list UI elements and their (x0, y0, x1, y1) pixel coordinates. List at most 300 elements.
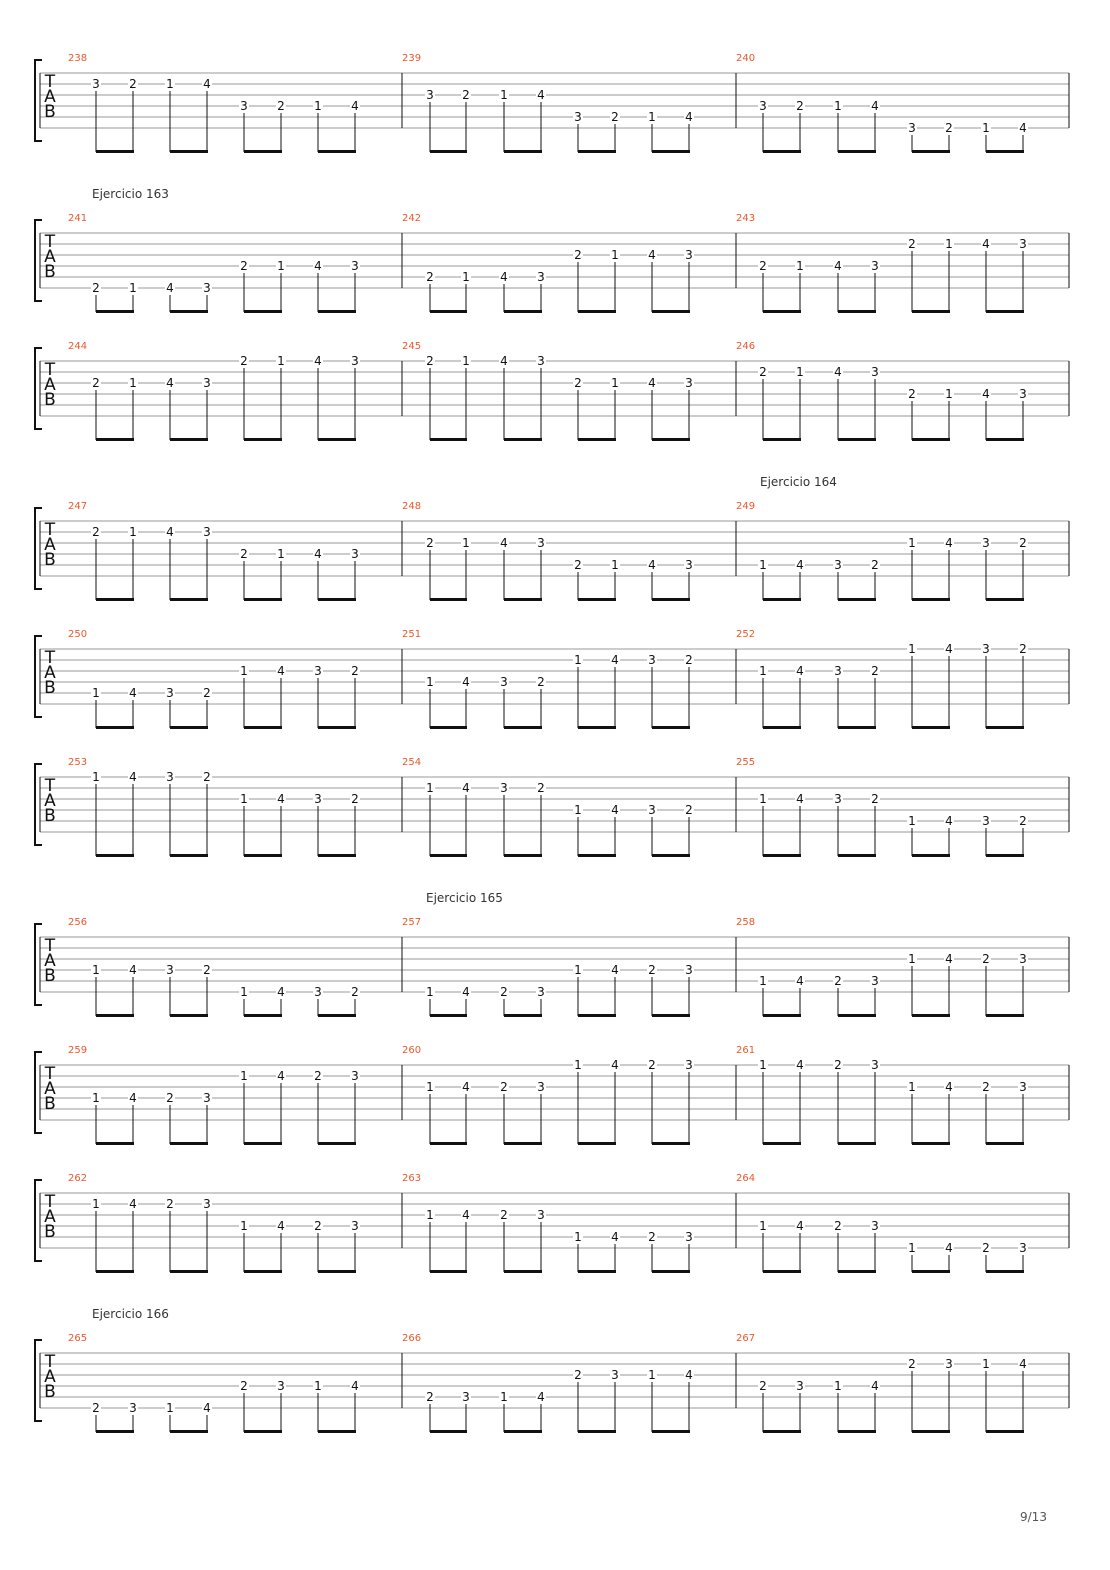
note-beam (986, 1270, 1024, 1273)
note-beam (652, 438, 690, 441)
note-beam (430, 1270, 467, 1273)
tab-clef-letter: B (44, 550, 56, 570)
fret-number: 3 (351, 259, 359, 273)
fret-number: 3 (537, 1080, 545, 1094)
fret-number: 2 (685, 653, 693, 667)
measure-number: 250 (68, 629, 88, 640)
fret-number: 2 (871, 558, 879, 572)
fret-number: 2 (537, 781, 545, 795)
note-beam (578, 438, 616, 441)
measure-number: 255 (736, 757, 756, 768)
tab-clef-letter: B (44, 1382, 56, 1402)
fret-number: 4 (796, 974, 804, 988)
exercise-label: Ejercicio 163 (92, 187, 169, 201)
tab-system (35, 891, 1069, 1017)
tab-clef-letter: T (44, 72, 56, 92)
tab-clef-letter: T (44, 648, 56, 668)
fret-number: 3 (1019, 1241, 1027, 1255)
fret-number: 2 (908, 387, 916, 401)
tab-clef-letter: A (44, 1079, 56, 1099)
fret-number: 2 (500, 1208, 508, 1222)
fret-number: 4 (500, 536, 508, 550)
fret-number: 4 (203, 1401, 211, 1415)
fret-number: 3 (685, 1058, 693, 1072)
fret-number: 2 (574, 376, 582, 390)
fret-number: 2 (129, 77, 137, 91)
note-beam (652, 854, 690, 857)
fret-number: 1 (982, 1357, 990, 1371)
tab-clef-letter: T (44, 360, 56, 380)
fret-number: 1 (834, 99, 842, 113)
tab-clef-letter: B (44, 262, 56, 282)
fret-number: 4 (796, 792, 804, 806)
fret-number: 4 (351, 1379, 359, 1393)
measure-number: 239 (402, 53, 422, 64)
fret-number: 1 (166, 77, 174, 91)
fret-number: 2 (277, 99, 285, 113)
measure-number: 263 (402, 1173, 422, 1184)
fret-number: 2 (537, 675, 545, 689)
note-beam (838, 438, 876, 441)
fret-number: 2 (500, 985, 508, 999)
fret-number: 1 (759, 664, 767, 678)
tab-system (35, 1173, 1069, 1273)
fret-number: 4 (685, 1368, 693, 1382)
note-beam (318, 854, 356, 857)
note-beam (318, 1430, 356, 1433)
fret-number: 4 (871, 1379, 879, 1393)
note-beam (96, 310, 134, 313)
note-beam (763, 1142, 801, 1145)
fret-number: 3 (834, 558, 842, 572)
note-beam (244, 1270, 282, 1273)
note-beam (578, 854, 616, 857)
note-beam (578, 150, 616, 153)
fret-number: 3 (203, 1197, 211, 1211)
fret-number: 2 (92, 1401, 100, 1415)
fret-number: 1 (611, 558, 619, 572)
fret-number: 2 (759, 1379, 767, 1393)
fret-number: 2 (426, 536, 434, 550)
fret-number: 3 (203, 1091, 211, 1105)
note-beam (838, 598, 876, 601)
fret-number: 3 (203, 376, 211, 390)
note-beam (912, 854, 950, 857)
note-beam (763, 1430, 801, 1433)
note-beam (986, 1142, 1024, 1145)
note-beam (912, 310, 950, 313)
fret-number: 3 (462, 1390, 470, 1404)
fret-number: 1 (908, 642, 916, 656)
fret-number: 3 (908, 121, 916, 135)
fret-number: 1 (759, 974, 767, 988)
fret-number: 4 (314, 354, 322, 368)
tab-clef-letter: B (44, 390, 56, 410)
note-beam (318, 598, 356, 601)
fret-number: 1 (92, 963, 100, 977)
note-beam (838, 150, 876, 153)
fret-number: 4 (611, 653, 619, 667)
fret-number: 1 (796, 365, 804, 379)
fret-number: 3 (1019, 387, 1027, 401)
note-beam (430, 1142, 467, 1145)
fret-number: 3 (537, 536, 545, 550)
fret-number: 3 (871, 365, 879, 379)
fret-number: 3 (351, 547, 359, 561)
fret-number: 1 (500, 88, 508, 102)
tab-clef-letter: A (44, 663, 56, 683)
fret-number: 4 (945, 536, 953, 550)
fret-number: 1 (982, 121, 990, 135)
fret-number: 1 (759, 792, 767, 806)
measure-number: 251 (402, 629, 422, 640)
page-number: 9/13 (1020, 1510, 1047, 1524)
fret-number: 3 (426, 88, 434, 102)
note-beam (652, 1142, 690, 1145)
note-beam (838, 726, 876, 729)
fret-number: 4 (314, 259, 322, 273)
note-beam (578, 1430, 616, 1433)
fret-number: 3 (685, 248, 693, 262)
note-beam (912, 1014, 950, 1017)
fret-number: 3 (500, 781, 508, 795)
tab-clef-letter: A (44, 951, 56, 971)
fret-number: 1 (908, 952, 916, 966)
fret-number: 4 (129, 963, 137, 977)
fret-number: 2 (500, 1080, 508, 1094)
note-beam (763, 1014, 801, 1017)
measure-number: 254 (402, 757, 422, 768)
fret-number: 3 (314, 985, 322, 999)
exercise-label: Ejercicio 166 (92, 1307, 169, 1321)
note-beam (986, 1430, 1024, 1433)
fret-number: 2 (203, 963, 211, 977)
fret-number: 1 (908, 536, 916, 550)
fret-number: 1 (945, 237, 953, 251)
fret-number: 4 (1019, 1357, 1027, 1371)
fret-number: 2 (1019, 814, 1027, 828)
note-beam (986, 726, 1024, 729)
note-beam (96, 150, 134, 153)
fret-number: 1 (92, 1091, 100, 1105)
note-beam (318, 1014, 356, 1017)
fret-number: 1 (129, 376, 137, 390)
measure-number: 252 (736, 629, 756, 640)
note-beam (838, 1014, 876, 1017)
fret-number: 1 (796, 259, 804, 273)
fret-number: 2 (240, 1379, 248, 1393)
fret-number: 4 (277, 792, 285, 806)
note-beam (504, 1014, 542, 1017)
tab-clef-letter: A (44, 87, 56, 107)
tab-system (35, 1045, 1069, 1145)
measure-number: 248 (402, 501, 422, 512)
fret-number: 3 (945, 1357, 953, 1371)
note-beam (578, 1014, 616, 1017)
fret-number: 3 (500, 675, 508, 689)
note-beam (912, 438, 950, 441)
note-beam (504, 310, 542, 313)
tab-clef-letter: B (44, 678, 56, 698)
note-beam (430, 1014, 467, 1017)
fret-number: 2 (685, 803, 693, 817)
tab-system (35, 341, 1069, 441)
fret-number: 3 (277, 1379, 285, 1393)
fret-number: 3 (537, 1208, 545, 1222)
fret-number: 1 (462, 270, 470, 284)
fret-number: 3 (796, 1379, 804, 1393)
fret-number: 3 (314, 664, 322, 678)
fret-number: 2 (426, 1390, 434, 1404)
fret-number: 2 (92, 376, 100, 390)
fret-number: 2 (834, 974, 842, 988)
fret-number: 2 (982, 952, 990, 966)
fret-number: 2 (1019, 642, 1027, 656)
fret-number: 1 (500, 1390, 508, 1404)
fret-number: 2 (203, 770, 211, 784)
fret-number: 1 (314, 1379, 322, 1393)
measure-number: 245 (402, 341, 422, 352)
fret-number: 4 (945, 952, 953, 966)
measure-number: 264 (736, 1173, 756, 1184)
fret-number: 3 (166, 963, 174, 977)
fret-number: 3 (982, 814, 990, 828)
note-beam (170, 150, 208, 153)
fret-number: 4 (351, 99, 359, 113)
fret-number: 4 (277, 1069, 285, 1083)
measure-number: 238 (68, 53, 88, 64)
fret-number: 4 (462, 781, 470, 795)
fret-number: 2 (240, 354, 248, 368)
fret-number: 3 (574, 110, 582, 124)
note-beam (170, 438, 208, 441)
note-beam (170, 1014, 208, 1017)
fret-number: 2 (351, 664, 359, 678)
fret-number: 1 (92, 686, 100, 700)
note-beam (838, 310, 876, 313)
measure-number: 240 (736, 53, 756, 64)
fret-number: 3 (685, 558, 693, 572)
fret-number: 3 (1019, 952, 1027, 966)
note-beam (96, 598, 134, 601)
note-beam (504, 1430, 542, 1433)
note-beam (504, 150, 542, 153)
fret-number: 1 (426, 985, 434, 999)
note-beam (912, 598, 950, 601)
note-beam (244, 598, 282, 601)
fret-number: 1 (240, 792, 248, 806)
note-beam (652, 598, 690, 601)
fret-number: 2 (834, 1058, 842, 1072)
fret-number: 4 (166, 376, 174, 390)
note-beam (430, 598, 467, 601)
fret-number: 1 (129, 525, 137, 539)
measure-number: 256 (68, 917, 88, 928)
note-beam (578, 726, 616, 729)
fret-number: 3 (834, 664, 842, 678)
fret-number: 3 (871, 259, 879, 273)
note-beam (244, 726, 282, 729)
fret-number: 4 (796, 1058, 804, 1072)
note-beam (838, 854, 876, 857)
fret-number: 4 (796, 558, 804, 572)
note-beam (986, 854, 1024, 857)
note-beam (652, 1014, 690, 1017)
note-beam (96, 726, 134, 729)
fret-number: 2 (314, 1219, 322, 1233)
fret-number: 1 (574, 653, 582, 667)
fret-number: 4 (611, 1230, 619, 1244)
fret-number: 4 (945, 1241, 953, 1255)
note-beam (96, 854, 134, 857)
note-beam (986, 1014, 1024, 1017)
note-beam (504, 1142, 542, 1145)
note-beam (763, 438, 801, 441)
note-beam (578, 310, 616, 313)
fret-number: 2 (203, 686, 211, 700)
system-bracket (35, 1052, 42, 1133)
fret-number: 2 (351, 792, 359, 806)
note-beam (763, 726, 801, 729)
fret-number: 3 (203, 525, 211, 539)
fret-number: 1 (426, 1080, 434, 1094)
fret-number: 1 (277, 547, 285, 561)
system-bracket (35, 764, 42, 845)
fret-number: 3 (759, 99, 767, 113)
tab-system (35, 187, 1069, 313)
fret-number: 1 (166, 1401, 174, 1415)
exercise-label: Ejercicio 164 (760, 475, 837, 489)
fret-number: 3 (1019, 237, 1027, 251)
tab-clef-letter: A (44, 1367, 56, 1387)
measure-number: 265 (68, 1333, 88, 1344)
fret-number: 1 (129, 281, 137, 295)
note-beam (170, 1142, 208, 1145)
tab-clef-letter: T (44, 1192, 56, 1212)
fret-number: 1 (759, 1058, 767, 1072)
fret-number: 1 (92, 770, 100, 784)
fret-number: 4 (611, 803, 619, 817)
note-beam (170, 598, 208, 601)
tab-clef-letter: T (44, 232, 56, 252)
fret-number: 4 (945, 642, 953, 656)
fret-number: 3 (611, 1368, 619, 1382)
note-beam (652, 310, 690, 313)
fret-number: 1 (277, 259, 285, 273)
fret-number: 4 (462, 1208, 470, 1222)
note-beam (244, 310, 282, 313)
note-beam (318, 438, 356, 441)
note-beam (318, 1142, 356, 1145)
tab-clef-letter: T (44, 520, 56, 540)
fret-number: 4 (945, 1080, 953, 1094)
fret-number: 1 (277, 354, 285, 368)
tab-system (35, 53, 1069, 153)
note-beam (430, 726, 467, 729)
note-beam (170, 1430, 208, 1433)
system-bracket (35, 1180, 42, 1261)
note-beam (652, 150, 690, 153)
fret-number: 1 (834, 1379, 842, 1393)
fret-number: 4 (129, 686, 137, 700)
note-beam (986, 438, 1024, 441)
measure-number: 267 (736, 1333, 756, 1344)
system-bracket (35, 220, 42, 301)
note-beam (504, 438, 542, 441)
fret-number: 4 (945, 814, 953, 828)
note-beam (763, 598, 801, 601)
note-beam (96, 438, 134, 441)
fret-number: 3 (314, 792, 322, 806)
measure-number: 259 (68, 1045, 88, 1056)
fret-number: 4 (500, 270, 508, 284)
fret-number: 1 (908, 814, 916, 828)
note-beam (504, 854, 542, 857)
note-beam (430, 310, 467, 313)
fret-number: 3 (129, 1401, 137, 1415)
note-beam (430, 438, 467, 441)
fret-number: 4 (129, 1091, 137, 1105)
fret-number: 1 (648, 110, 656, 124)
fret-number: 4 (685, 110, 693, 124)
fret-number: 3 (351, 1069, 359, 1083)
fret-number: 2 (574, 1368, 582, 1382)
note-beam (170, 726, 208, 729)
system-bracket (35, 1340, 42, 1421)
measure-number: 260 (402, 1045, 422, 1056)
note-beam (504, 726, 542, 729)
fret-number: 1 (240, 664, 248, 678)
measure-number: 241 (68, 213, 88, 224)
note-beam (578, 598, 616, 601)
tab-clef-letter: T (44, 776, 56, 796)
fret-number: 4 (796, 664, 804, 678)
note-beam (244, 438, 282, 441)
tab-clef-letter: T (44, 936, 56, 956)
note-beam (244, 150, 282, 153)
note-beam (318, 150, 356, 153)
tab-clef-letter: A (44, 1207, 56, 1227)
fret-number: 4 (796, 1219, 804, 1233)
note-beam (986, 310, 1024, 313)
fret-number: 4 (834, 365, 842, 379)
fret-number: 4 (277, 1219, 285, 1233)
fret-number: 3 (685, 376, 693, 390)
fret-number: 1 (611, 376, 619, 390)
note-beam (318, 310, 356, 313)
note-beam (244, 1014, 282, 1017)
tab-clef-letter: T (44, 1352, 56, 1372)
fret-number: 2 (982, 1080, 990, 1094)
fret-number: 1 (611, 248, 619, 262)
note-beam (244, 854, 282, 857)
measure-number: 253 (68, 757, 88, 768)
fret-number: 1 (426, 675, 434, 689)
note-beam (170, 854, 208, 857)
tab-system (35, 475, 1069, 601)
fret-number: 4 (537, 88, 545, 102)
tab-clef-letter: B (44, 1222, 56, 1242)
tab-system (35, 629, 1069, 729)
note-beam (96, 1270, 134, 1273)
fret-number: 2 (166, 1197, 174, 1211)
tab-clef-letter: A (44, 247, 56, 267)
note-beam (912, 1142, 950, 1145)
note-beam (318, 1270, 356, 1273)
system-bracket (35, 60, 42, 141)
note-beam (244, 1142, 282, 1145)
note-beam (652, 1430, 690, 1433)
